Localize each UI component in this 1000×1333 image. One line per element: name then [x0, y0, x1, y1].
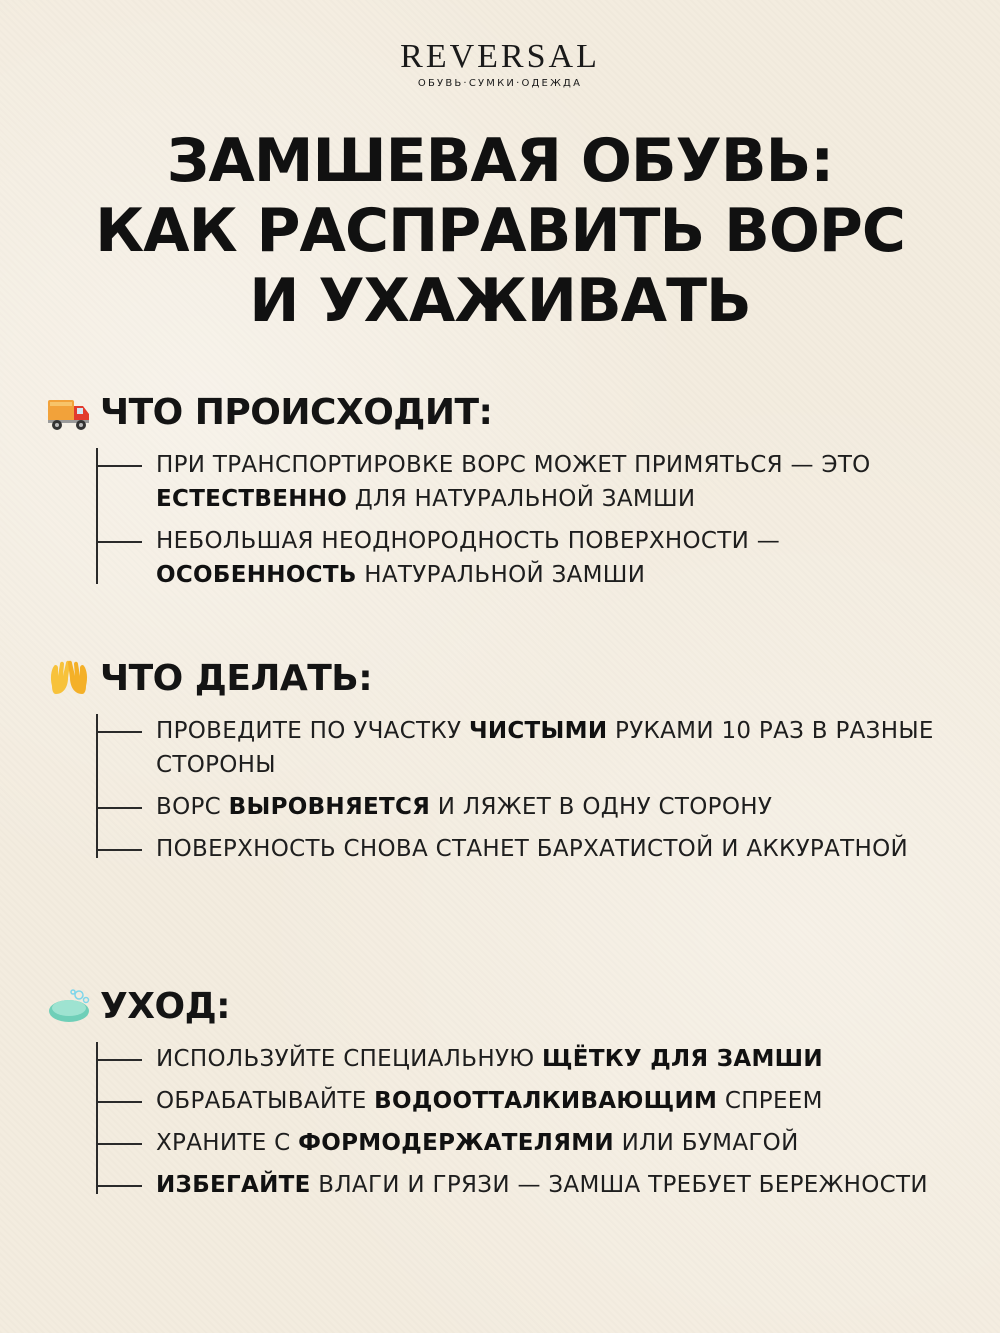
raised-hands-icon	[46, 656, 92, 702]
title-line-2: КАК РАСПРАВИТЬ ВОРС	[95, 196, 905, 266]
list-item: ПРИ ТРАНСПОРТИРОВКЕ ВОРС МОЖЕТ ПРИМЯТЬСЯ — ЭТО ЕСТЕСТВЕННО ДЛЯ НАТУРАЛЬНОЙ ЗАМШИ	[96, 448, 966, 516]
list-item: ВОРС ВЫРОВНЯЕТСЯ И ЛЯЖЕТ В ОДНУ СТОРОНУ	[96, 790, 966, 824]
title-line-1: ЗАМШЕВАЯ ОБУВЬ:	[166, 126, 834, 196]
list-item: ИСПОЛЬЗУЙТЕ СПЕЦИАЛЬНУЮ ЩЁТКУ ДЛЯ ЗАМШИ	[96, 1042, 966, 1076]
brand-name: REVERSAL	[400, 38, 600, 75]
section-title: ЧТО ПРОИСХОДИТ:	[100, 392, 493, 433]
delivery-truck-icon	[46, 390, 92, 436]
soap-icon	[46, 984, 92, 1030]
section-header	[46, 388, 966, 438]
section-care	[46, 982, 966, 1210]
list-item: ПОВЕРХНОСТЬ СНОВА СТАНЕТ БАРХАТИСТОЙ И АККУРАТНОЙ	[96, 832, 966, 866]
page-title	[0, 126, 1000, 336]
item-list	[96, 448, 966, 592]
list-item: НЕБОЛЬШАЯ НЕОДНОРОДНОСТЬ ПОВЕРХНОСТИ — ОСОБЕННОСТЬ НАТУРАЛЬНОЙ ЗАМШИ	[96, 524, 966, 592]
section-title: ЧТО ДЕЛАТЬ:	[100, 658, 373, 699]
section-what-happens	[46, 388, 966, 600]
title-line-3: И УХАЖИВАТЬ	[249, 266, 751, 336]
list-item: ОБРАБАТЫВАЙТЕ ВОДООТТАЛКИВАЮЩИМ СПРЕЕМ	[96, 1084, 966, 1118]
list-item: ХРАНИТЕ С ФОРМОДЕРЖАТЕЛЯМИ ИЛИ БУМАГОЙ	[96, 1126, 966, 1160]
section-title: УХОД:	[100, 986, 231, 1027]
item-list	[96, 714, 966, 866]
brand-logo	[0, 38, 1000, 90]
item-list	[96, 1042, 966, 1202]
section-header	[46, 654, 966, 704]
section-what-to-do	[46, 654, 966, 874]
brand-tagline: ОБУВЬ·СУМКИ·ОДЕЖДА	[417, 78, 583, 89]
list-item: ИЗБЕГАЙТЕ ВЛАГИ И ГРЯЗИ — ЗАМША ТРЕБУЕТ БЕРЕЖНОСТИ	[96, 1168, 966, 1202]
list-item: ПРОВЕДИТЕ ПО УЧАСТКУ ЧИСТЫМИ РУКАМИ 10 РАЗ В РАЗНЫЕ СТОРОНЫ	[96, 714, 966, 782]
section-header	[46, 982, 966, 1032]
